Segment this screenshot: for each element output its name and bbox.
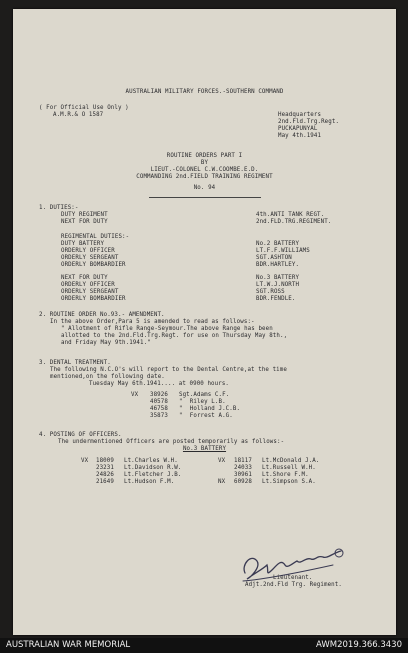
hq-line-1: Headquarters bbox=[278, 112, 322, 118]
service-number: 23231 bbox=[96, 465, 114, 471]
service-prefix: NX bbox=[218, 479, 226, 485]
duties-heading: 1. DUTIES:- bbox=[39, 205, 79, 211]
service-number: 35873 bbox=[150, 413, 168, 419]
signatory-rank: Lieutenant. bbox=[273, 575, 313, 581]
duty-assigned: 4th.ANTI TANK REGT. bbox=[256, 212, 325, 218]
archive-footer bbox=[0, 638, 408, 653]
service-number: 40578 bbox=[150, 399, 168, 405]
service-number: 21649 bbox=[96, 479, 114, 485]
person-name: " Riley L.B. bbox=[179, 399, 226, 405]
dental-line: The following N.C.O's will report to the Dental Centre,at the time bbox=[50, 367, 287, 373]
dental-heading: 3. DENTAL TREATMENT. bbox=[39, 360, 111, 366]
regimental-duties-heading: REGIMENTAL DUTIES:- bbox=[61, 234, 130, 240]
duty-assigned: BDR.FENDLE. bbox=[256, 296, 296, 302]
hq-line-2: 2nd.Fld.Trg.Regt. bbox=[278, 119, 340, 125]
document-title: AUSTRALIAN MILITARY FORCES.-SOUTHERN COMMAND bbox=[125, 89, 284, 95]
duty-role: ORDERLY SERGEANT bbox=[61, 255, 119, 261]
duty-assigned: LT.W.J.NORTH bbox=[256, 282, 300, 288]
officer-name: Lt.Charles W.H. bbox=[124, 458, 178, 464]
service-number: 18117 bbox=[234, 458, 252, 464]
duty-role: DUTY REGIMENT bbox=[61, 212, 108, 218]
duty-assigned: SGT.ROSS bbox=[256, 289, 285, 295]
posting-heading: 4. POSTING OF OFFICERS. bbox=[39, 432, 122, 438]
service-number: 46758 bbox=[150, 406, 168, 412]
service-number: 30961 bbox=[234, 472, 252, 478]
duty-assigned: 2nd.FLD.TRG.REGIMENT. bbox=[256, 219, 332, 225]
orders-by: BY bbox=[200, 160, 209, 166]
amr-reference: A.M.R.& O 1587 bbox=[53, 112, 104, 118]
service-prefix: VX bbox=[218, 458, 226, 464]
divider bbox=[149, 197, 261, 198]
duty-role: ORDERLY BOMBARDIER bbox=[61, 296, 126, 302]
person-name: " Forrest A.G. bbox=[179, 413, 233, 419]
officer-name: Lt.Davidson R.W. bbox=[124, 465, 182, 471]
officer-name: Lt.McDonald J.A. bbox=[262, 458, 320, 464]
footer-institution: AUSTRALIAN WAR MEMORIAL bbox=[6, 640, 131, 650]
duty-role: NEXT FOR DUTY bbox=[61, 275, 108, 281]
service-number: 38926 bbox=[150, 392, 168, 398]
officer-name: Lt.Hudson F.M. bbox=[124, 479, 175, 485]
officer-name: Lt.Simpson S.A. bbox=[262, 479, 316, 485]
service-number: 24033 bbox=[234, 465, 252, 471]
duty-assigned: BDR.HARTLEY. bbox=[256, 262, 300, 268]
service-number: 24826 bbox=[96, 472, 114, 478]
official-use-note: ( For Official Use Only ) bbox=[39, 105, 129, 111]
battery-heading: No.3 BATTERY bbox=[182, 446, 227, 452]
service-number: 60928 bbox=[234, 479, 252, 485]
officer-name: Lt.Fletcher J.B. bbox=[124, 472, 182, 478]
footer-accession-number: AWM2019.366.3430 bbox=[316, 640, 402, 650]
amendment-heading: 2. ROUTINE ORDER No.93.- AMENDMENT. bbox=[39, 312, 165, 318]
amendment-line: and Friday May 9th.1941." bbox=[61, 340, 151, 346]
signatory-title: Adjt.2nd.Fld Trg. Regiment. bbox=[245, 582, 342, 588]
duty-role: DUTY BATTERY bbox=[61, 241, 105, 247]
amendment-line: In the above Order,Para 5 is amended to read as follows:- bbox=[50, 319, 255, 325]
posting-line: The undermentioned Officers are posted temporarily as follows:- bbox=[58, 439, 285, 445]
order-number: No. 94 bbox=[193, 185, 216, 191]
duty-role: ORDERLY OFFICER bbox=[61, 282, 115, 288]
duty-role: ORDERLY SERGEANT bbox=[61, 289, 119, 295]
amendment-line: " Allotment of Rifle Range-Seymour.The above Range has been bbox=[61, 326, 273, 332]
commanding-officer: LIEUT.-COLONEL C.W.COOMBE.E.D. bbox=[150, 167, 259, 173]
duty-assigned: No.2 BATTERY bbox=[256, 241, 300, 247]
service-number: 18009 bbox=[96, 458, 114, 464]
person-name: " Holland J.C.B. bbox=[179, 406, 241, 412]
officer-name: Lt.Shore F.M. bbox=[262, 472, 309, 478]
amendment-line: allotted to the 2nd.Fld.Trg.Regt. for use on Thursday May 8th., bbox=[61, 333, 288, 339]
duty-assigned: SGT.ASHTON bbox=[256, 255, 292, 261]
duty-role: ORDERLY OFFICER bbox=[61, 248, 115, 254]
dental-line: mentioned,on the following date. bbox=[50, 374, 165, 380]
duty-role: ORDERLY BOMBARDIER bbox=[61, 262, 126, 268]
hq-date: May 4th.1941 bbox=[278, 133, 322, 139]
document-page bbox=[13, 9, 396, 635]
duty-role: NEXT FOR DUTY bbox=[61, 219, 108, 225]
command-line: COMMANDING 2nd.FIELD TRAINING REGIMENT bbox=[136, 174, 273, 180]
duty-assigned: LT.F.F.WILLIAMS bbox=[256, 248, 310, 254]
dental-date: Tuesday May 6th.1941.... at 0900 hours. bbox=[89, 381, 230, 387]
officer-name: Lt.Russell W.H. bbox=[262, 465, 316, 471]
person-name: Sgt.Adams C.F. bbox=[179, 392, 230, 398]
orders-part: ROUTINE ORDERS PART I bbox=[166, 153, 243, 159]
hq-line-3: PUCKAPUNYAL bbox=[278, 126, 318, 132]
service-prefix: VX bbox=[81, 458, 89, 464]
duty-assigned: No.3 BATTERY bbox=[256, 275, 300, 281]
service-prefix: VX bbox=[131, 392, 139, 398]
